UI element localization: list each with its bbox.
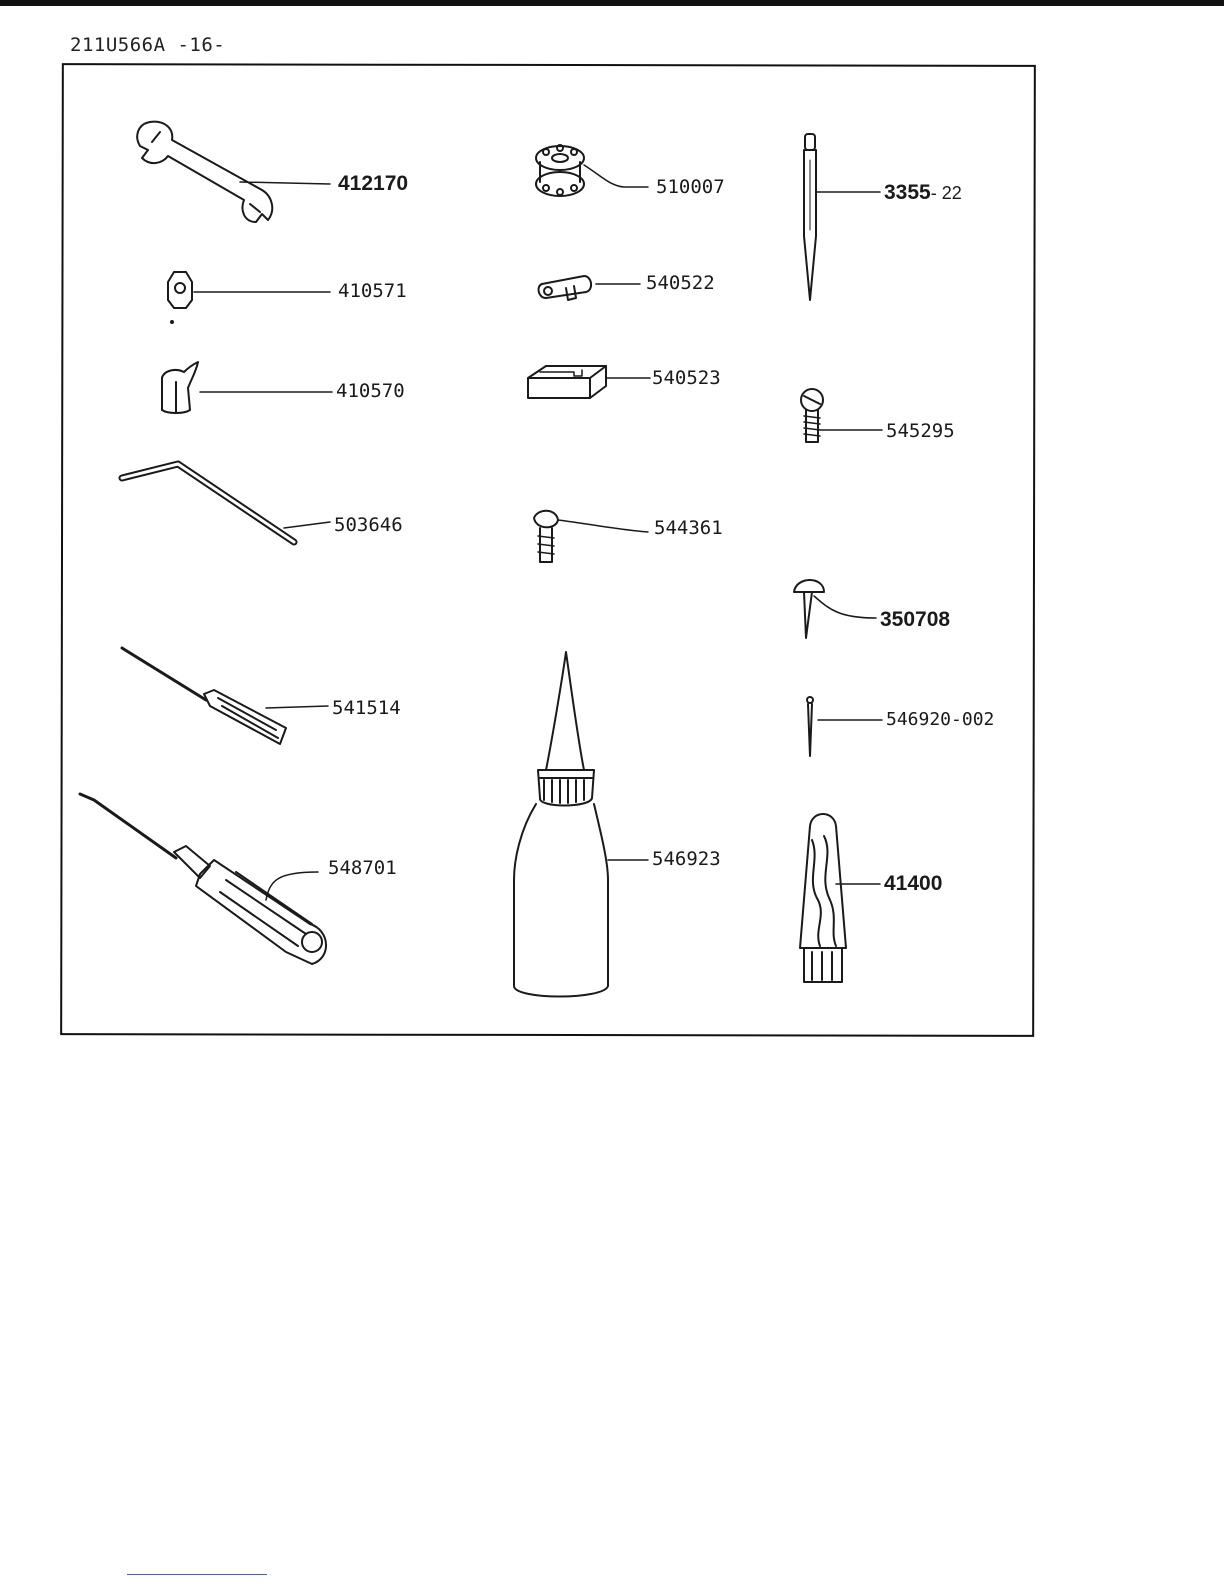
- part-number-clip: 410570: [336, 380, 405, 402]
- oil-bottle-icon: [514, 652, 648, 997]
- part-number-needle: 3355- 22: [884, 181, 962, 204]
- brush-icon: [800, 814, 880, 982]
- large-screwdriver-icon: [80, 794, 326, 964]
- part-number-small-screwdriver: 541514: [332, 697, 401, 719]
- needle-icon: [804, 134, 880, 300]
- hex-key-icon: [122, 464, 330, 542]
- nut-icon: [168, 272, 330, 323]
- part-number-oil-bottle: 546923: [652, 848, 721, 870]
- part-number-block: 540523: [652, 367, 721, 389]
- wrench-icon: [137, 122, 330, 222]
- bottom-rule: [127, 1574, 267, 1575]
- pin-icon: [807, 697, 882, 756]
- part-number-hex-key: 503646: [334, 514, 403, 536]
- part-number-large-screwdriver: 548701: [328, 857, 397, 879]
- tack-icon: [794, 580, 876, 638]
- key-icon: [539, 276, 640, 300]
- part-number-screw-large: 545295: [886, 420, 955, 442]
- screw-icon: [801, 389, 882, 442]
- part-number-key: 540522: [646, 272, 715, 294]
- part-number-tack: 350708: [880, 608, 951, 631]
- part-number-thumb-screw: 544361: [654, 517, 723, 539]
- part-number-wrench: 412170: [338, 172, 409, 195]
- page-header-code: 211U566A -16-: [70, 34, 226, 56]
- clip-icon: [162, 362, 332, 413]
- part-number-bobbin: 510007: [656, 176, 725, 198]
- part-number-brush: 41400: [884, 872, 943, 895]
- bobbin-icon: [536, 145, 648, 196]
- thumb-screw-icon: [534, 511, 648, 562]
- part-number-nut: 410571: [338, 280, 407, 302]
- part-number-pin: 546920-002: [886, 709, 995, 730]
- block-icon: [528, 366, 650, 398]
- small-screwdriver-icon: [122, 648, 328, 744]
